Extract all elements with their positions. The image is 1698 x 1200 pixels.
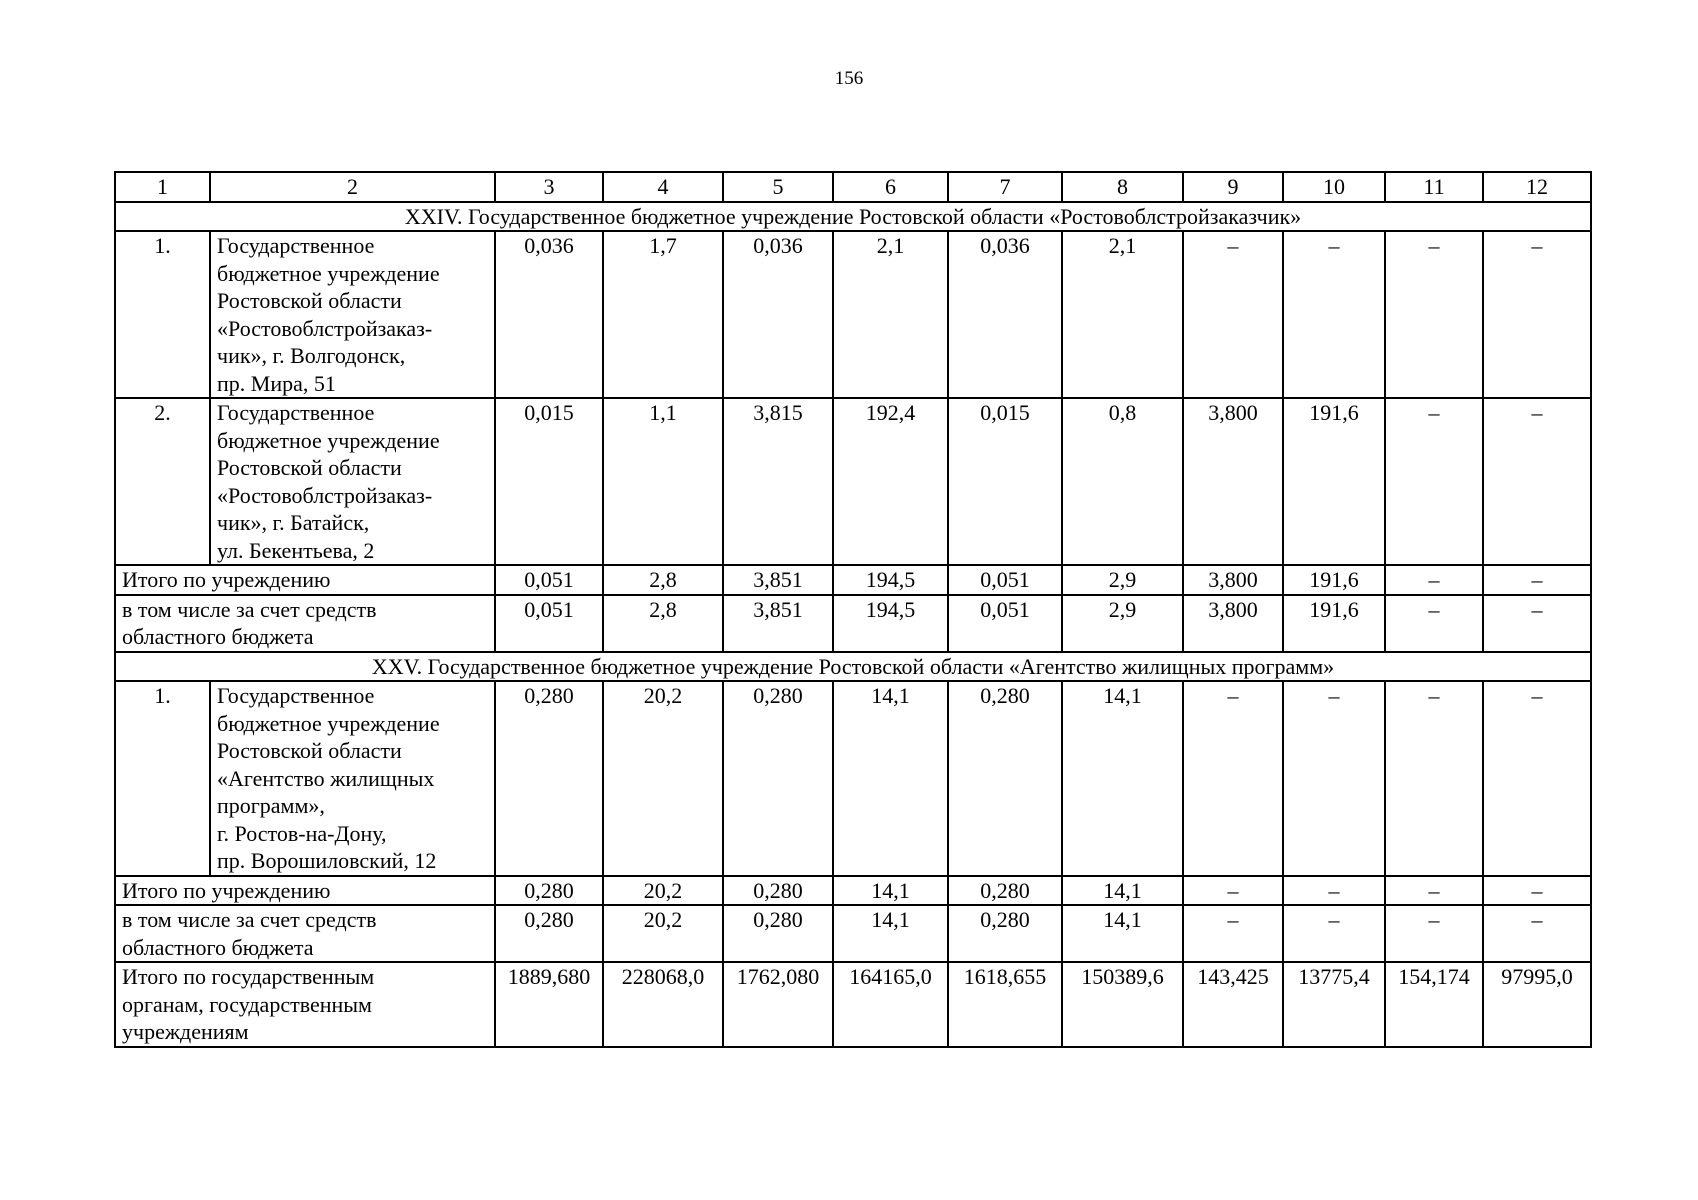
value-cell-col-4: 20,2 (603, 876, 723, 906)
value-cell-col-4: 20,2 (603, 681, 723, 876)
institution-name-line: бюджетное учреждение (217, 427, 440, 453)
value-cell-col-9: – (1183, 681, 1283, 876)
value-cell-col-11: – (1385, 565, 1483, 595)
value-cell-col-6: 194,5 (833, 595, 948, 652)
value-cell-col-12: – (1483, 905, 1591, 962)
column-number-7: 7 (948, 172, 1062, 202)
value-cell-col-4: 2,8 (603, 595, 723, 652)
value-cell-col-7: 0,036 (948, 231, 1062, 398)
institution-name (210, 398, 495, 565)
value-cell-col-12: – (1483, 398, 1591, 565)
institution-name-line: чик», г. Волгодонск, (217, 343, 406, 368)
value-cell-col-12: – (1483, 681, 1591, 876)
institution-name-line: бюджетное учреждение (217, 710, 440, 736)
value-cell-col-3: 0,280 (495, 681, 603, 876)
section-title: XXIV. Государственное бюджетное учреждение Ростовской области «Ростовоблстройзаказчик» (115, 202, 1591, 232)
institution-total-row (115, 876, 1591, 906)
value-cell-col-4: 1,1 (603, 398, 723, 565)
column-number-6: 6 (833, 172, 948, 202)
value-cell-col-11: – (1385, 595, 1483, 652)
value-cell-col-3: 0,051 (495, 595, 603, 652)
grand-total-label-line: учреждениям (122, 1019, 249, 1044)
row-number: 1. (115, 681, 210, 876)
value-cell-col-11: 154,174 (1385, 962, 1483, 1047)
institution-name (210, 231, 495, 398)
institution-name-line: Государственное (217, 233, 375, 258)
value-cell-col-5: 0,036 (723, 231, 833, 398)
section-title-row (115, 652, 1591, 682)
value-cell-col-5: 3,851 (723, 595, 833, 652)
column-number-3: 3 (495, 172, 603, 202)
value-cell-col-8: 2,9 (1062, 595, 1183, 652)
column-number-5: 5 (723, 172, 833, 202)
value-cell-col-5: 0,280 (723, 905, 833, 962)
grand-total-label (115, 962, 495, 1047)
value-cell-col-8: 0,8 (1062, 398, 1183, 565)
value-cell-col-9: 3,800 (1183, 398, 1283, 565)
data-table (114, 171, 1592, 1048)
column-number-1: 1 (115, 172, 210, 202)
column-number-8: 8 (1062, 172, 1183, 202)
page-number: 156 (834, 68, 864, 89)
institution-total-row (115, 565, 1591, 595)
institution-name-line: «Ростовоблстройзаказ- (217, 315, 433, 341)
institution-name-line: г. Ростов-на-Дону, (217, 820, 387, 846)
value-cell-col-9: 143,425 (1183, 962, 1283, 1047)
value-cell-col-10: 191,6 (1283, 565, 1385, 595)
institution-name-line: «Агентство жилищных (217, 765, 435, 791)
value-cell-col-5: 3,851 (723, 565, 833, 595)
institution-name-line: ул. Бекентьева, 2 (217, 537, 375, 563)
institution-name-line: «Ростовоблстройзаказ- (217, 482, 433, 508)
institution-name-line: бюджетное учреждение (217, 260, 440, 286)
value-cell-col-3: 1889,680 (495, 962, 603, 1047)
regional-budget-label-line: областного бюджета (122, 624, 314, 649)
value-cell-col-9: – (1183, 905, 1283, 962)
value-cell-col-5: 3,815 (723, 398, 833, 565)
value-cell-col-6: 192,4 (833, 398, 948, 565)
regional-budget-label (115, 595, 495, 652)
value-cell-col-9: – (1183, 876, 1283, 906)
value-cell-col-5: 1762,080 (723, 962, 833, 1047)
column-number-10: 10 (1283, 172, 1385, 202)
regional-budget-label-line: в том числе за счет средств (122, 907, 377, 932)
value-cell-col-8: 14,1 (1062, 876, 1183, 906)
value-cell-col-7: 0,051 (948, 595, 1062, 652)
value-cell-col-8: 14,1 (1062, 681, 1183, 876)
value-cell-col-10: – (1283, 681, 1385, 876)
value-cell-col-10: – (1283, 876, 1385, 906)
value-cell-col-4: 228068,0 (603, 962, 723, 1047)
value-cell-col-6: 2,1 (833, 231, 948, 398)
value-cell-col-5: 0,280 (723, 681, 833, 876)
value-cell-col-10: – (1283, 231, 1385, 398)
institution-name-line: Ростовской области (217, 288, 402, 313)
value-cell-col-6: 14,1 (833, 876, 948, 906)
total-label: Итого по учреждению (115, 876, 495, 906)
total-label: Итого по учреждению (115, 565, 495, 595)
column-number-4: 4 (603, 172, 723, 202)
institution-name-line: пр. Мира, 51 (217, 370, 336, 396)
table-row (115, 231, 1591, 398)
grand-total-row (115, 962, 1591, 1047)
value-cell-col-6: 14,1 (833, 905, 948, 962)
value-cell-col-6: 194,5 (833, 565, 948, 595)
column-number-9: 9 (1183, 172, 1283, 202)
value-cell-col-8: 2,1 (1062, 231, 1183, 398)
value-cell-col-7: 0,280 (948, 876, 1062, 906)
row-number: 1. (115, 231, 210, 398)
value-cell-col-9: – (1183, 231, 1283, 398)
column-number-2: 2 (210, 172, 495, 202)
value-cell-col-3: 0,051 (495, 565, 603, 595)
institution-name-line: Ростовской области (217, 738, 402, 763)
value-cell-col-6: 164165,0 (833, 962, 948, 1047)
institution-name-line: пр. Ворошиловский, 12 (217, 848, 437, 873)
table-row (115, 398, 1591, 565)
value-cell-col-6: 14,1 (833, 681, 948, 876)
value-cell-col-12: – (1483, 876, 1591, 906)
column-number-11: 11 (1385, 172, 1483, 202)
institution-name-line: программ», (217, 793, 325, 818)
column-number-12: 12 (1483, 172, 1591, 202)
value-cell-col-11: – (1385, 905, 1483, 962)
value-cell-col-3: 0,280 (495, 905, 603, 962)
value-cell-col-7: 0,280 (948, 905, 1062, 962)
regional-budget-label-line: областного бюджета (122, 934, 314, 960)
value-cell-col-11: – (1385, 231, 1483, 398)
value-cell-col-9: 3,800 (1183, 595, 1283, 652)
value-cell-col-10: 191,6 (1283, 595, 1385, 652)
value-cell-col-11: – (1385, 876, 1483, 906)
value-cell-col-9: 3,800 (1183, 565, 1283, 595)
value-cell-col-12: – (1483, 595, 1591, 652)
section-title: XXV. Государственное бюджетное учреждение Ростовской области «Агентство жилищных программ» (115, 652, 1591, 682)
value-cell-col-8: 150389,6 (1062, 962, 1183, 1047)
institution-name (210, 681, 495, 876)
value-cell-col-7: 0,051 (948, 565, 1062, 595)
column-number-row (115, 172, 1591, 202)
value-cell-col-12: – (1483, 565, 1591, 595)
grand-total-label-line: органам, государственным (122, 991, 372, 1017)
regional-budget-row (115, 595, 1591, 652)
value-cell-col-7: 0,280 (948, 681, 1062, 876)
grand-total-label-line: Итого по государственным (122, 964, 375, 989)
table-row (115, 681, 1591, 876)
value-cell-col-4: 20,2 (603, 905, 723, 962)
value-cell-col-4: 2,8 (603, 565, 723, 595)
section-title-row (115, 202, 1591, 232)
value-cell-col-7: 1618,655 (948, 962, 1062, 1047)
value-cell-col-10: 191,6 (1283, 398, 1385, 565)
value-cell-col-11: – (1385, 681, 1483, 876)
institution-name-line: чик», г. Батайск, (217, 510, 370, 535)
value-cell-col-5: 0,280 (723, 876, 833, 906)
institution-name-line: Государственное (217, 400, 375, 425)
value-cell-col-8: 14,1 (1062, 905, 1183, 962)
value-cell-col-10: – (1283, 905, 1385, 962)
value-cell-col-4: 1,7 (603, 231, 723, 398)
row-number: 2. (115, 398, 210, 565)
value-cell-col-3: 0,280 (495, 876, 603, 906)
institution-name-line: Государственное (217, 683, 375, 708)
value-cell-col-8: 2,9 (1062, 565, 1183, 595)
value-cell-col-11: – (1385, 398, 1483, 565)
institution-name-line: Ростовской области (217, 455, 402, 480)
value-cell-col-10: 13775,4 (1283, 962, 1385, 1047)
regional-budget-label-line: в том числе за счет средств (122, 596, 377, 622)
regional-budget-row (115, 905, 1591, 962)
value-cell-col-12: 97995,0 (1483, 962, 1591, 1047)
value-cell-col-12: – (1483, 231, 1591, 398)
value-cell-col-3: 0,036 (495, 231, 603, 398)
value-cell-col-3: 0,015 (495, 398, 603, 565)
value-cell-col-7: 0,015 (948, 398, 1062, 565)
regional-budget-label (115, 905, 495, 962)
